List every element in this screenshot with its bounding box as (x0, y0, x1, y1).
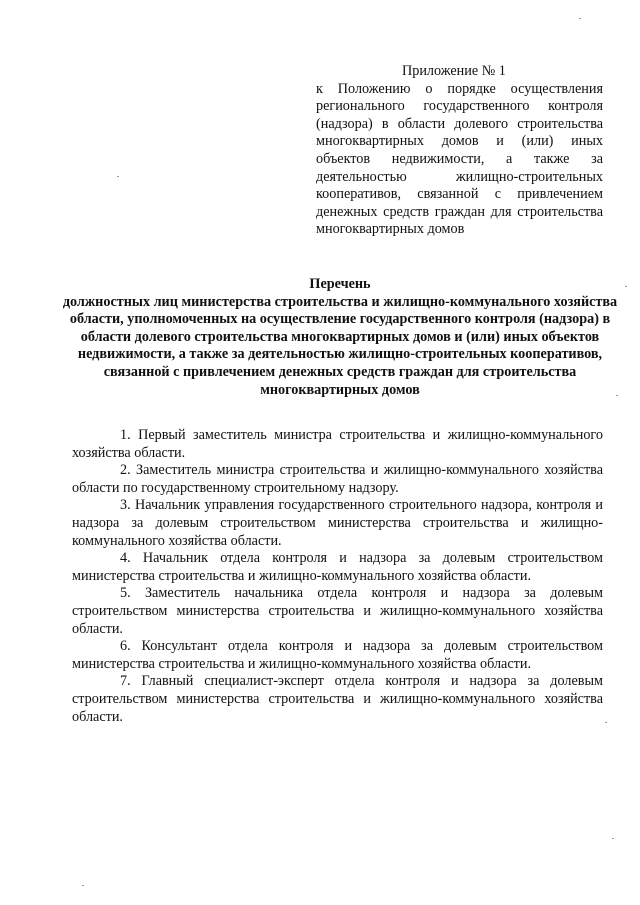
scan-speck (117, 176, 119, 177)
list-item: 3. Начальник управления государственного строительного надзора, контроля и надзора за долевым строительством министерства строительства и жилищно-коммунального хозяйства области. (72, 497, 603, 549)
heading-body: должностных лиц министерства строительства и жилищно-коммунального хозяйства области, уполномоченных на осуществление государственного контроля (надзора) в области долевого строительства многоквартирных домов и (или) иных объектов недвижимости, а также за деятельностью жилищно-строительных кооперативов, связанной с привлечением денежных средств граждан для строительства многоквартирных домов (62, 293, 618, 398)
scan-speck (625, 286, 627, 287)
list-item: 7. Главный специалист-эксперт отдела контроля и надзора за долевым строительством министерства строительства и жилищно-коммунального хозяйства области. (72, 673, 603, 725)
scan-speck (605, 722, 607, 723)
list-item: 4. Начальник отдела контроля и надзора за долевым строительством министерства строительства и жилищно-коммунального хозяйства области. (72, 550, 603, 584)
heading-title: Перечень (309, 276, 371, 292)
scan-speck (82, 885, 84, 886)
appendix-body: к Положению о порядке осуществления регионального государственного контроля (надзора) в области долевого строительства многоквартирных домов и (или) иных объектов недвижимости, а также за деятельностью жилищно-строительных кооперативов, связанной с привлечением денежных средств граждан для строительства многоквартирных домов (316, 80, 603, 238)
position-list (72, 427, 603, 726)
list-item: 6. Консультант отдела контроля и надзора за долевым строительством министерства строительства и жилищно-коммунального хозяйства области. (72, 638, 603, 672)
scan-speck (616, 395, 618, 396)
list-item: 5. Заместитель начальника отдела контроля и надзора за долевым строительством министерства строительства и жилищно-коммунального хозяйства области. (72, 585, 603, 637)
scan-speck (612, 838, 614, 839)
list-item: 1. Первый заместитель министра строительства и жилищно-коммунального хозяйства области. (72, 427, 603, 461)
list-item: 2. Заместитель министра строительства и жилищно-коммунального хозяйства области по государственному строительному надзору. (72, 462, 603, 496)
appendix-block (316, 63, 603, 239)
document-heading (60, 276, 620, 399)
scan-speck (579, 18, 581, 19)
appendix-title: Приложение № 1 (402, 63, 506, 79)
